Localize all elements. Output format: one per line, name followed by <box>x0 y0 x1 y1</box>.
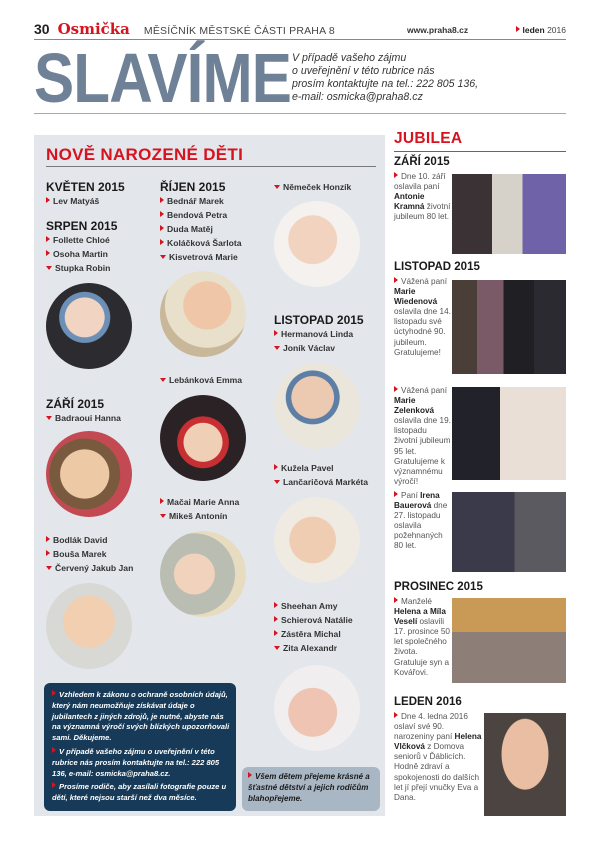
photo-pointer-icon <box>274 480 280 484</box>
baby-name: Sheehan Amy <box>274 601 338 611</box>
baby-photo <box>274 201 360 287</box>
month-heading: KVĚTEN 2015 <box>46 180 125 194</box>
bullet-icon <box>46 536 50 542</box>
baby-name: Kužela Pavel <box>274 463 334 473</box>
section-hero <box>34 39 566 117</box>
baby-name: Badraoui Hanna <box>46 413 121 423</box>
bullet-icon <box>46 236 50 242</box>
bullet-icon <box>46 197 50 203</box>
month-heading: ZÁŘÍ 2015 <box>394 156 450 168</box>
bullet-icon <box>274 602 278 608</box>
issue-year: 2016 <box>547 25 566 35</box>
bullet-icon <box>160 211 164 217</box>
bullet-icon <box>52 782 56 788</box>
jubilee-text: Vážená paní Marie Zelenková oslavila dne 19. listopadu životní jubileum 95 let. Gratulujeme k významnému výročí! <box>394 386 451 486</box>
bullet-icon <box>160 225 164 231</box>
bullet-icon <box>52 747 56 753</box>
wish-box <box>242 767 380 811</box>
contact-note-line: o uveřejnění v této rubrice nás <box>292 65 435 77</box>
baby-name: Lev Matyáš <box>46 196 99 206</box>
baby-photo <box>46 583 132 669</box>
privacy-info-box <box>44 683 236 811</box>
baby-photo <box>160 271 246 357</box>
contact-note-line: V případě vašeho zájmu <box>292 52 407 64</box>
photo-pointer-icon <box>160 514 166 518</box>
jubilee-text: Manželé Helena a Míla Veselí oslavili 17. prosince 50 let společného života. Gratuluje syn a Kovářovi. <box>394 597 450 677</box>
month-heading: PROSINEC 2015 <box>394 581 483 593</box>
bullet-icon <box>394 491 398 497</box>
bullet-icon <box>274 630 278 636</box>
baby-name: Joník Václav <box>274 343 335 353</box>
bullet-icon <box>160 197 164 203</box>
website-link[interactable]: www.praha8.cz <box>407 25 469 35</box>
jubilee-text: Dne 10. září oslavila paní Antonie Kramná životní jubileum 80 let. <box>394 172 451 222</box>
contact-note-line: e-mail: osmicka@praha8.cz <box>292 91 423 103</box>
issue-date <box>516 25 567 35</box>
photo-pointer-icon <box>274 185 280 189</box>
bullet-icon <box>516 26 520 32</box>
baby-name: Lančaričová Markéta <box>274 477 368 487</box>
publication-subtitle: MĚSÍČNÍK MĚSTSKÉ ČÁSTI PRAHA 8 <box>143 25 335 37</box>
baby-name: Schierová Natálie <box>274 615 353 625</box>
newborns-panel <box>34 135 385 816</box>
section-title: SLAVÍME <box>34 39 292 117</box>
jubilee-photo <box>452 280 566 374</box>
month-heading: ŘÍJEN 2015 <box>160 180 226 194</box>
jubilee-text: Paní Irena Bauerová dne 27. listopadu oslavila požehnaných 80 let. <box>394 491 448 551</box>
baby-name: Duda Matěj <box>160 224 213 234</box>
baby-name: Bouša Marek <box>46 549 107 559</box>
jubilee-photo <box>452 174 566 254</box>
wish-text: Všem dětem přejeme krásné a šťastné dětství a jejich rodičům blahopřejeme. <box>248 772 370 803</box>
issue-month: leden <box>522 25 545 35</box>
month-heading: LEDEN 2016 <box>394 696 462 708</box>
baby-name: Lebánková Emma <box>160 375 242 385</box>
page-header <box>34 20 566 40</box>
contact-note <box>292 52 478 104</box>
photo-pointer-icon <box>46 266 52 270</box>
baby-photo <box>160 395 246 481</box>
baby-name: Stupka Robin <box>46 263 110 273</box>
baby-name: Follette Chloé <box>46 235 110 245</box>
baby-photo <box>274 363 360 449</box>
jubilee-photo <box>452 492 566 572</box>
baby-name: Zástěra Michal <box>274 629 341 639</box>
baby-name: Osoha Martin <box>46 249 108 259</box>
newborns-title: NOVĚ NAROZENÉ DĚTI <box>46 145 376 167</box>
baby-name: Němeček Honzík <box>274 182 351 192</box>
baby-name: Červený Jakub Jan <box>46 563 133 573</box>
bullet-icon <box>160 498 164 504</box>
bullet-icon <box>394 172 398 178</box>
photo-pointer-icon <box>46 566 52 570</box>
bullet-icon <box>160 239 164 245</box>
jubilea-column <box>394 130 566 845</box>
baby-photo <box>274 497 360 583</box>
bullet-icon <box>274 616 278 622</box>
jubilee-text: Dne 4. ledna 2016 oslaví své 90. narozeniny paní Helena Vlčková z Domova seniorů v Ďáblicích. Hodně zdraví a spokojenosti do dalších let jí přejí vnučky Eva a Dana. <box>394 712 482 802</box>
bullet-icon <box>274 330 278 336</box>
jubilea-title: JUBILEA <box>394 130 566 152</box>
jubilee-text: Vážená paní Marie Wiedenová oslavila dne 14. listopadu své úctyhodné 90. jubileum. Gratulujeme! <box>394 277 451 357</box>
photo-pointer-icon <box>274 646 280 650</box>
contact-note-line: prosím kontaktujte na tel.: 222 805 136, <box>292 78 479 90</box>
bullet-icon <box>394 277 398 283</box>
brand-logo: Osmička <box>57 20 130 38</box>
page-number: 30 <box>34 21 50 37</box>
photo-pointer-icon <box>160 255 166 259</box>
photo-pointer-icon <box>160 378 166 382</box>
month-heading: LISTOPAD 2015 <box>274 313 364 327</box>
photo-pointer-icon <box>46 416 52 420</box>
bullet-icon <box>394 597 398 603</box>
baby-name: Mačai Marie Anna <box>160 497 239 507</box>
info-paragraph: Prosíme rodiče, aby zasílali fotografie pouze u dětí, které nejsou starší než dva měsíce. <box>52 782 227 803</box>
baby-name: Bendová Petra <box>160 210 227 220</box>
info-paragraph: Vzhledem k zákonu o ochraně osobních údajů, který nám neumožňuje získávat údaje o jubilantech z jiných zdrojů, je nutné, abyste nás na významná výročí svých blízkých upozorňovali sami. Děkujeme. <box>52 690 230 743</box>
info-paragraph: V případě vašeho zájmu o uveřejnění v této rubrice nás prosím kontaktujte na tel.: 222 805 136, e-mail: osmicka@praha8.cz. <box>52 746 220 778</box>
bullet-icon <box>394 386 398 392</box>
baby-name: Koláčková Šarlota <box>160 238 242 248</box>
photo-pointer-icon <box>274 346 280 350</box>
bullet-icon <box>248 772 252 778</box>
jubilee-photo <box>484 713 566 816</box>
bullet-icon <box>52 690 56 696</box>
baby-name: Hermanová Linda <box>274 329 353 339</box>
baby-photo <box>160 531 246 617</box>
baby-name: Bednář Marek <box>160 196 224 206</box>
baby-photo <box>274 665 360 751</box>
jubilee-photo <box>452 598 566 683</box>
month-heading: SRPEN 2015 <box>46 219 118 233</box>
baby-photo <box>46 283 132 369</box>
baby-photo <box>46 431 132 517</box>
month-heading: LISTOPAD 2015 <box>394 261 480 273</box>
bullet-icon <box>46 250 50 256</box>
baby-name: Zita Alexandr <box>274 643 337 653</box>
bullet-icon <box>46 550 50 556</box>
month-heading: ZÁŘÍ 2015 <box>46 397 105 411</box>
bullet-icon <box>274 464 278 470</box>
jubilee-photo <box>452 387 566 480</box>
bullet-icon <box>394 712 398 718</box>
baby-name: Mikeš Antonín <box>160 511 227 521</box>
baby-name: Kisvetrová Marie <box>160 252 238 262</box>
baby-name: Bodlák David <box>46 535 107 545</box>
